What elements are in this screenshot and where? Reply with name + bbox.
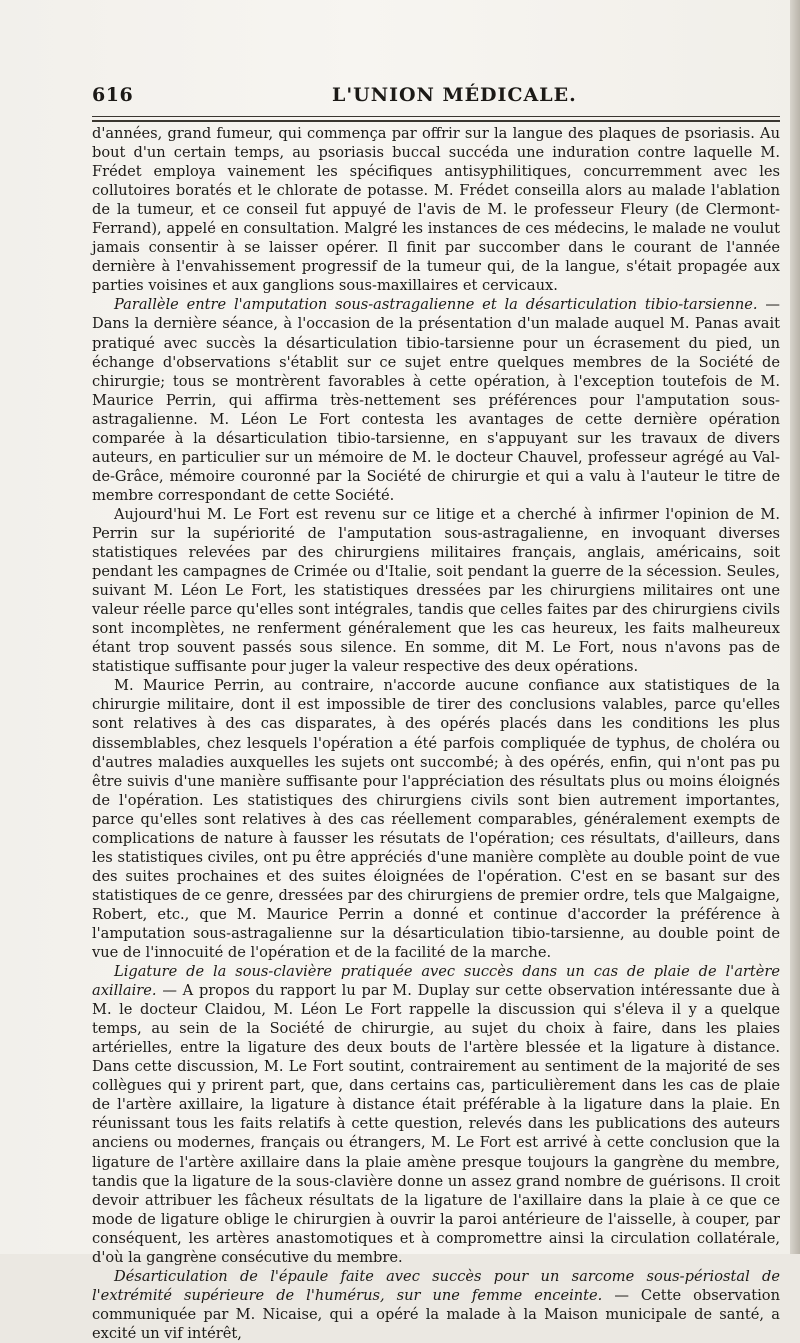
paragraph-subclavian-ligature <box>92 962 780 1267</box>
paragraph-text: d'années, grand fumeur, qui commença par offrir sur la langue des plaques de psoriasis. Au bout d'un certain temps, au psoriasis buccal succéda une induration contre laquelle M. Frédet employa vainement les spécifiques antisyphilitiques, concurremment avec les collutoires boratés et le chlorate de potasse. M. Frédet conseilla alors au malade l'ablation de la tumeur, et ce conseil fut appuyé de l'avis de M. le professeur Fleury (de Clermont-Ferrand), appelé en consultation. Malgré les instances de ces médecins, le malade ne voulut jamais consentir à se laisser opérer. Il finit par succomber dans le courant de l'année dernière à l'envahissement progressif de la tumeur qui, de la langue, s'était propagée aux parties voisines et aux ganglions sous-maxillaires et cervicaux. <box>92 125 780 295</box>
header-rule <box>92 116 780 117</box>
page-header <box>92 84 772 112</box>
header-rule-double <box>92 120 780 122</box>
section-heading: Parallèle entre l'amputation sous-astragalienne et la désarticulation tibio-tarsienne. <box>114 296 758 314</box>
paragraph-text: — A propos du rapport lu par M. Duplay sur cette observation intéressante due à M. le docteur Claidou, M. Léon Le Fort rappelle la discussion qui s'éleva il y a quelque temps, au sein de la Société de chirurgie, au sujet du choix à faire, dans les plaies artérielles, entre la ligature des deux bouts de l'artère blessée et la ligature à distance. Dans cette discussion, M. Le Fort soutint, contrairement au sentiment de la majorité de ses collègues qui y prirent part, que, dans certains cas, particulièrement dans les cas de plaie de l'artère axillaire, la ligature à distance était préférable à la ligature dans la plaie. En réunissant tous les faits relatifs à cette question, relevés dans les publications des auteurs anciens ou modernes, français ou étrangers, M. Le Fort est arrivé à cette conclusion que la ligature de l'artère axillaire dans la plaie amène presque toujours la gangrène du membre, tandis que la ligature de la sous-clavière donne un assez grand nombre de guérisons. Il croit devoir attribuer les fâcheux résultats de la ligature de l'axillaire dans la plaie à ce que ce mode de ligature oblige le chirurgien à ouvrir la paroi antérieure de l'aisselle, à couper, par conséquent, les artères anastomotiques et à compromettre ainsi la circulation collatérale, d'où la gangrène consécutive du membre. <box>92 982 780 1266</box>
paragraph-text: — Cette observation communiquée par M. Nicaise, qui a opéré la malade à la Maison municipale de santé, a excité un vif intérêt, <box>92 1286 780 1342</box>
journal-title: L'UNION MÉDICALE. <box>332 84 577 106</box>
paragraph-shoulder-disarticulation <box>92 1267 780 1343</box>
paragraph-perrin-reply <box>92 676 780 962</box>
page-spine-shadow <box>790 0 800 1254</box>
page-number: 616 <box>92 84 134 106</box>
paragraph-text: Aujourd'hui M. Le Fort est revenu sur ce litige et a cherché à infirmer l'opinion de M. Perrin sur la supériorité de l'amputation sous-astragalienne, en invoquant diverses statistiques relevées par des chirurgiens militaires français, anglais, américains, soit pendant les campagnes de Crimée ou d'Italie, soit pendant la guerre de la sécession. Seules, suivant M. Léon Le Fort, les statistiques dressées par les chirurgiens militaires ont une valeur réelle parce qu'elles sont intégrales, tandis que celles faites par des chirurgiens civils sont incomplètes, ne renferment généralement que les cas heureux, les faits malheureux étant trop souvent passés sous silence. En somme, dit M. Le Fort, nous n'avons pas de statistique suffisante pour juger la valeur respective des deux opérations. <box>92 505 780 676</box>
article-body <box>92 124 780 1343</box>
section-heading: Désarticulation de l'épaule faite avec succès pour un sarcome sous-périostal de l'extrémité supérieure de l'humérus, sur une femme enceinte. <box>92 1267 780 1304</box>
paragraph-le-fort-statistics <box>92 505 780 676</box>
paragraph-text: M. Maurice Perrin, au contraire, n'accorde aucune confiance aux statistiques de la chirurgie militaire, dont il est impossible de tirer des conclusions valables, parce qu'elles sont relatives à des cas disparates, à des opérés placés dans les conditions les plus dissemblables, chez lesquels l'opération a été parfois compliquée de typhus, de choléra ou d'autres maladies auxquelles les sujets ont succombé; à des opérés, enfin, qui n'ont pas pu être suivis d'une manière suffisante pour l'appréciation des résultats plus ou moins éloignés de l'opération. Les statistiques des chirurgiens civils sont bien autrement importantes, parce qu'elles sont relatives à des cas réellement comparables, généralement exempts de complications de nature à fausser les résutats de l'opération; ces résultats, d'ailleurs, dans les statistiques civiles, ont pu être appréciés d'une manière complète au double point de vue des suites prochaines et des suites éloignées de l'opération. C'est en se basant sur des statistiques de ce genre, dressées par des chirurgiens de premier ordre, tels que Malgaigne, Robert, etc., que M. Maurice Perrin a donné et continue d'accorder la préférence à l'amputation sous-astragalienne sur la désarticulation tibio-tarsienne, au double point de vue de l'innocuité de l'opération et de la facilité de la marche. <box>92 677 780 962</box>
paragraph-text: — Dans la dernière séance, à l'occasion de la présentation d'un malade auquel M. Panas avait pratiqué avec succès la désarticulation tibio-tarsienne pour un écrasement du pied, un échange d'observations s'établit sur ce sujet entre quelques membres de la Société de chirurgie; tous se montrèrent favorables à cette opération, à l'exception toutefois de M. Maurice Perrin, qui affirma très-nettement ses préférences pour l'amputation sous-astragalienne. M. Léon Le Fort contesta les avantages de cette dernière opération comparée à la désarticulation tibio-tarsienne, en s'appuyant sur les travaux de divers auteurs, en particulier sur un mémoire de M. le docteur Chauvel, professeur agrégé au Val-de-Grâce, mémoire couronné par la Société de chirurgie et qui a valu à l'auteur le titre de membre correspondant de cette Société. <box>92 296 780 504</box>
paragraph-continuation <box>92 124 780 295</box>
paragraph-amputation-comparison <box>92 295 780 505</box>
section-heading: Ligature de la sous-clavière pratiquée avec succès dans un cas de plaie de l'artère axillaire. <box>92 963 780 1000</box>
